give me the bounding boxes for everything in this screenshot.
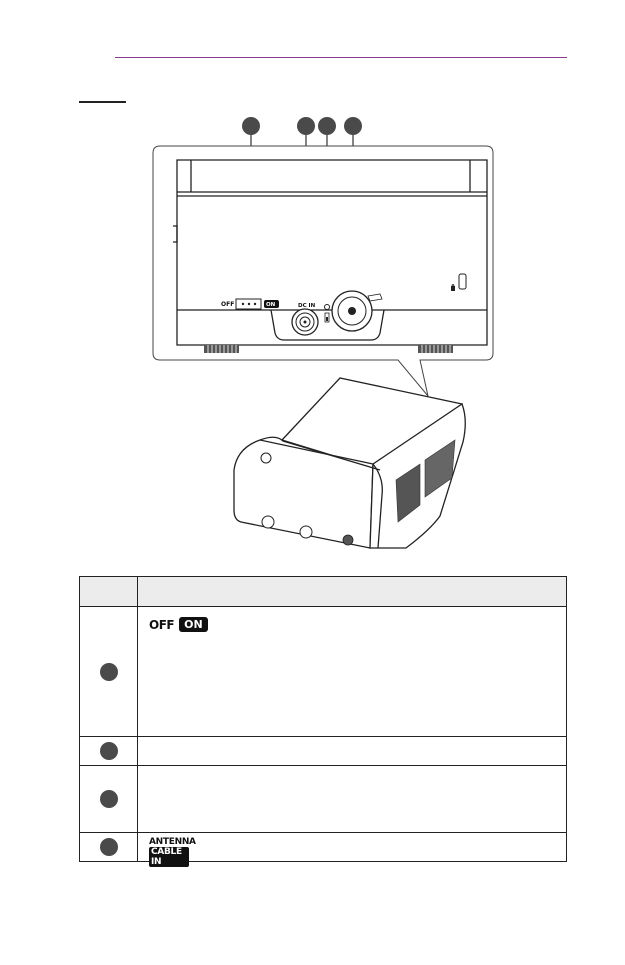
row-badge-4 (100, 838, 118, 856)
svg-text:DC IN: DC IN (298, 303, 316, 309)
table-row (80, 766, 567, 833)
status-led (325, 305, 330, 323)
callout-4 (344, 117, 362, 135)
off-label: OFF (149, 617, 175, 632)
on-label: ON (179, 617, 208, 632)
power-switch (221, 299, 279, 309)
callout-1 (242, 117, 260, 135)
antenna-label: ANTENNA (149, 837, 196, 847)
cable-in-label: CABLE IN (149, 847, 189, 867)
table-row (80, 607, 567, 737)
callout-2 (297, 117, 315, 135)
row-badge-2 (100, 742, 118, 760)
svg-text:ON: ON (266, 302, 276, 308)
svg-text:OFF: OFF (221, 301, 235, 308)
power-switch-icon (149, 617, 208, 632)
zoom-bubble (153, 146, 493, 396)
table-row (80, 833, 567, 862)
table-header-desc (138, 577, 567, 607)
antenna-cable-in-icon (149, 837, 196, 869)
connector-table (79, 576, 567, 867)
table-row (80, 737, 567, 766)
table-header-no (80, 577, 138, 607)
row-badge-3 (100, 790, 118, 808)
row-badge-1 (100, 663, 118, 681)
callout-3 (318, 117, 336, 135)
